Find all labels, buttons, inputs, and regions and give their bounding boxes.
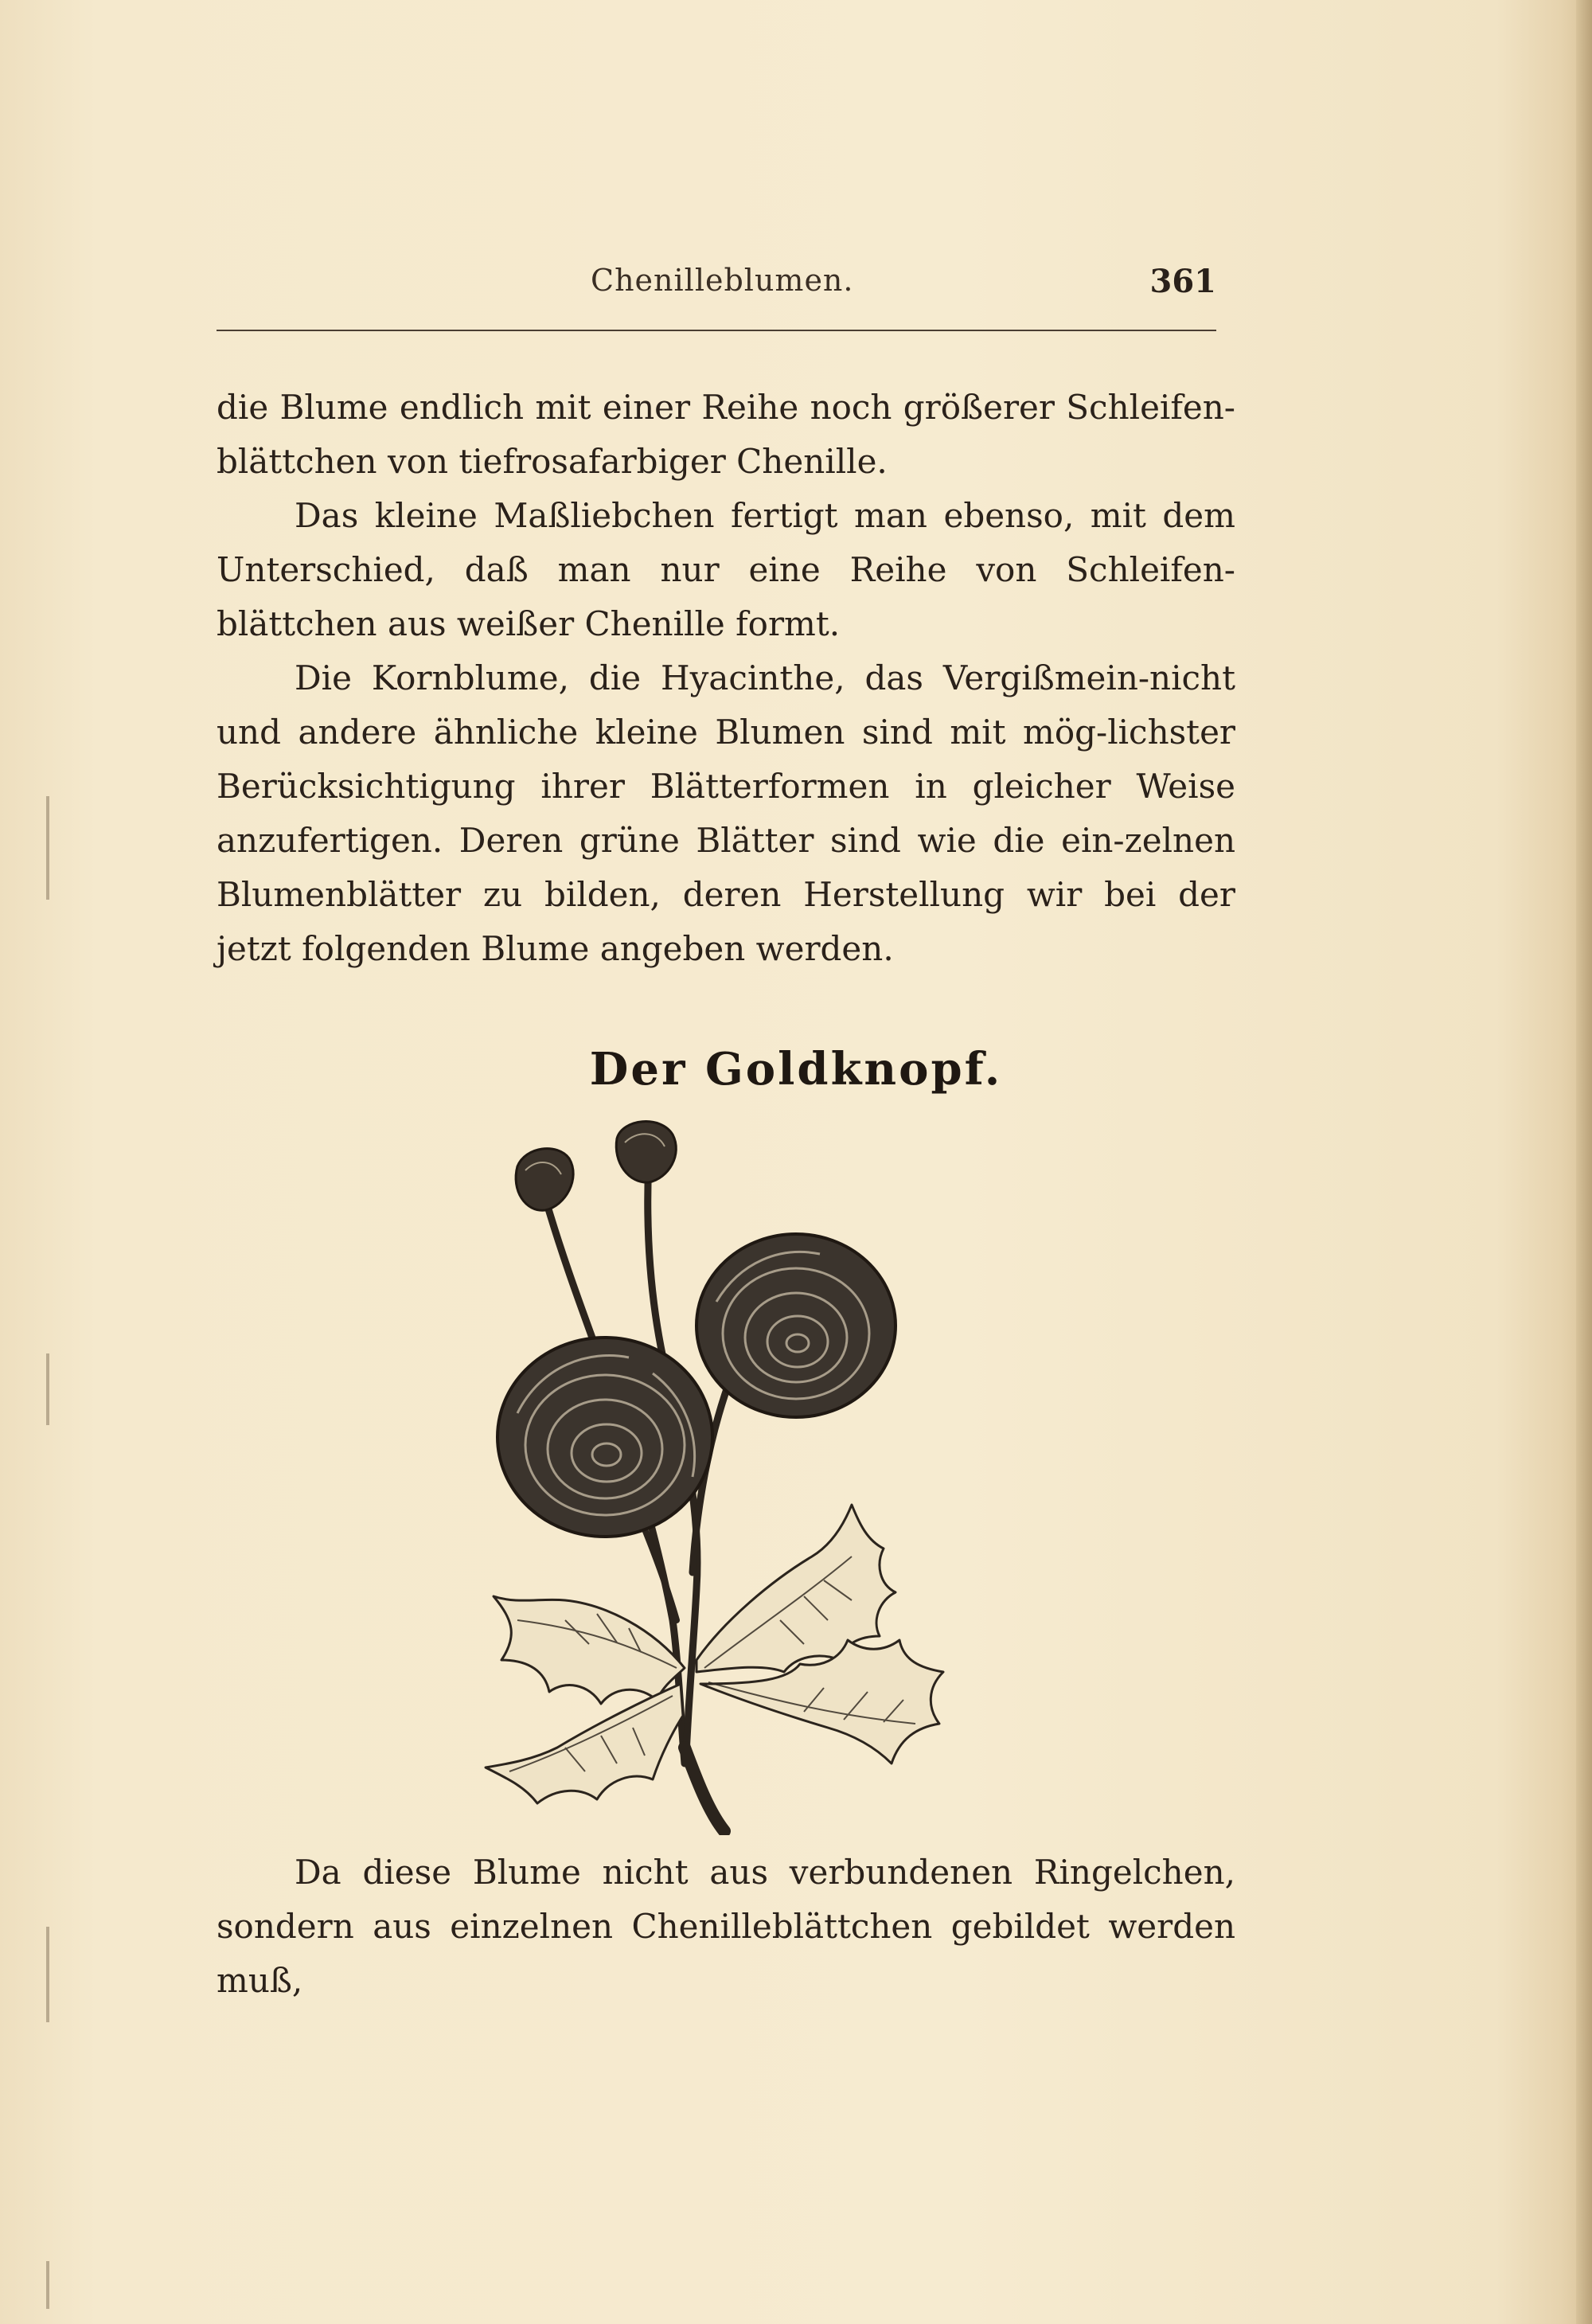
gutter-mark	[46, 796, 49, 900]
running-head	[217, 263, 1216, 311]
paragraph-4: Da diese Blume nicht aus verbundenen Ringelchen, sondern aus einzelnen Chenilleblättchen gebildet werden muß,	[217, 1853, 1235, 2000]
running-head-title: Chenilleblumen.	[591, 263, 854, 298]
gutter-mark	[46, 2261, 49, 2309]
body-text-top	[217, 381, 1235, 976]
gutter-mark	[46, 1353, 49, 1425]
header-rule	[217, 330, 1216, 331]
page-edge	[1576, 0, 1592, 2324]
gutter-mark	[46, 1927, 49, 2022]
paragraph-3: Die Kornblume, die Hyacinthe, das Vergißmein-nicht und andere ähnliche kleine Blumen sind mit mög-lichster Berücksichtigung ihrer Blätterformen in gleicher Weise anzufertigen. Deren grüne Blätter sind wie die ein-zelnen Blumenblätter zu bilden, deren Herstellung wir bei der jetzt folgenden Blume angeben werden.	[217, 658, 1235, 968]
goldknopf-flower-engraving-icon	[470, 1111, 995, 1835]
page-number: 361	[1149, 263, 1216, 300]
section-heading: Der Goldknopf.	[589, 1043, 1003, 1096]
body-text-bottom	[217, 1846, 1235, 2008]
paragraph-1: die Blume endlich mit einer Reihe noch größerer Schleifen-blättchen von tiefrosafarbiger Chenille.	[217, 388, 1235, 481]
paragraph-2: Das kleine Maßliebchen fertigt man ebenso, mit dem Unterschied, daß man nur eine Reihe von Schleifen-blättchen aus weißer Chenille formt.	[217, 496, 1235, 643]
